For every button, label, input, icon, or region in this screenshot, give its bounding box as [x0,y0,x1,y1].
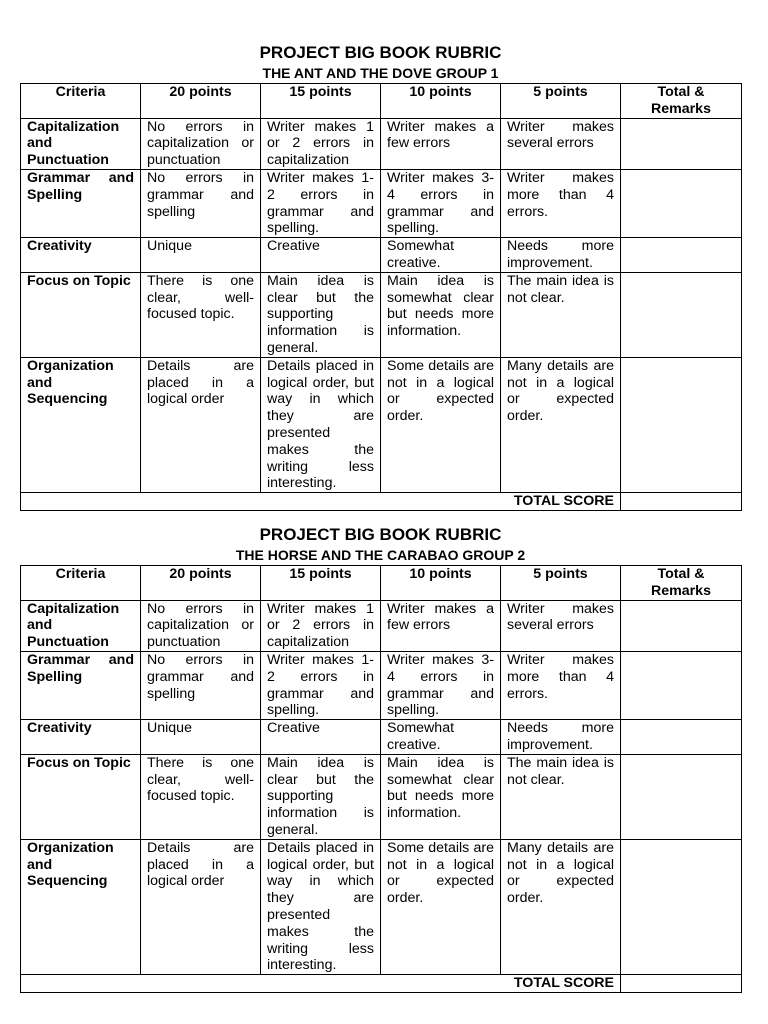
points-5-cell: Writer makes more than 4 errors. [501,651,621,719]
points-15-cell: Main idea is clear but the supporting information is general. [261,754,381,839]
criteria-cell: Creativity [21,720,141,755]
points-5-cell: Writer makes several errors [501,118,621,169]
table-row [21,169,742,237]
points-5-cell: Writer makes several errors [501,600,621,651]
table-row [21,272,742,357]
total-remarks-cell[interactable] [621,600,742,651]
rubric-group-2 [20,525,741,993]
header-20-points: 20 points [141,566,261,601]
rubric-table [20,83,742,511]
points-20-cell: Unique [141,238,261,273]
points-10-cell: Writer makes 3-4 errors in grammar and spelling. [381,169,501,237]
total-remarks-cell[interactable] [621,357,742,492]
points-5-cell: Many details are not in a logical or expected order. [501,839,621,974]
header-total-remarks: Total & Remarks [621,84,742,119]
table-row [21,357,742,492]
rubric-group-1 [20,43,741,511]
points-10-cell: Writer makes a few errors [381,118,501,169]
table-row [21,839,742,974]
header-10-points: 10 points [381,84,501,119]
criteria-cell: Capitalization and Punctuation [21,600,141,651]
points-5-cell: Many details are not in a logical or expected order. [501,357,621,492]
total-remarks-cell[interactable] [621,238,742,273]
points-15-cell: Main idea is clear but the supporting information is general. [261,272,381,357]
table-row [21,651,742,719]
table-row [21,118,742,169]
points-20-cell: No errors in capitalization or punctuation [141,118,261,169]
total-remarks-cell[interactable] [621,169,742,237]
points-15-cell: Writer makes 1 or 2 errors in capitalization [261,600,381,651]
points-20-cell: There is one clear, well-focused topic. [141,754,261,839]
total-remarks-cell[interactable] [621,651,742,719]
total-remarks-cell[interactable] [621,720,742,755]
points-15-cell: Details placed in logical order, but way in which they are presented makes the writing less interesting. [261,839,381,974]
points-5-cell: The main idea is not clear. [501,754,621,839]
points-10-cell: Writer makes a few errors [381,600,501,651]
rubric-table [20,565,742,993]
rubric-subtitle: THE ANT AND THE DOVE GROUP 1 [262,65,499,81]
header-10-points: 10 points [381,566,501,601]
points-5-cell: The main idea is not clear. [501,272,621,357]
points-5-cell: Needs more improvement. [501,720,621,755]
total-score-cell[interactable] [621,975,742,993]
criteria-cell: Organization and Sequencing [21,839,141,974]
header-5-points: 5 points [501,566,621,601]
points-20-cell: Unique [141,720,261,755]
total-remarks-cell[interactable] [621,754,742,839]
header-criteria: Criteria [21,84,141,119]
header-criteria: Criteria [21,566,141,601]
header-5-points: 5 points [501,84,621,119]
criteria-cell: Focus on Topic [21,272,141,357]
points-10-cell: Main idea is somewhat clear but needs more information. [381,272,501,357]
criteria-cell: Grammar and Spelling [21,169,141,237]
total-score-row [21,975,742,993]
points-20-cell: There is one clear, well-focused topic. [141,272,261,357]
points-15-cell: Writer makes 1-2 errors in grammar and spelling. [261,651,381,719]
points-15-cell: Creative [261,238,381,273]
points-15-cell: Creative [261,720,381,755]
points-20-cell: Details are placed in a logical order [141,839,261,974]
table-header-row [21,84,742,119]
total-score-label: TOTAL SCORE [21,493,621,511]
rubric-subtitle: THE HORSE AND THE CARABAO GROUP 2 [235,547,526,563]
points-5-cell: Needs more improvement. [501,238,621,273]
points-10-cell: Some details are not in a logical or expected order. [381,839,501,974]
rubric-title: PROJECT BIG BOOK RUBRIC [259,525,502,544]
header-15-points: 15 points [261,84,381,119]
points-20-cell: No errors in capitalization or punctuation [141,600,261,651]
criteria-cell: Organization and Sequencing [21,357,141,492]
table-row [21,720,742,755]
total-score-label: TOTAL SCORE [21,975,621,993]
points-20-cell: No errors in grammar and spelling [141,169,261,237]
points-10-cell: Main idea is somewhat clear but needs more information. [381,754,501,839]
rubric-title: PROJECT BIG BOOK RUBRIC [259,43,502,62]
total-remarks-cell[interactable] [621,272,742,357]
points-20-cell: No errors in grammar and spelling [141,651,261,719]
points-5-cell: Writer makes more than 4 errors. [501,169,621,237]
points-10-cell: Somewhat creative. [381,238,501,273]
total-score-cell[interactable] [621,493,742,511]
points-10-cell: Some details are not in a logical or expected order. [381,357,501,492]
criteria-cell: Capitalization and Punctuation [21,118,141,169]
criteria-cell: Creativity [21,238,141,273]
total-score-row [21,493,742,511]
header-total-remarks: Total & Remarks [621,566,742,601]
criteria-cell: Focus on Topic [21,754,141,839]
table-row [21,238,742,273]
header-20-points: 20 points [141,84,261,119]
criteria-cell: Grammar and Spelling [21,651,141,719]
points-15-cell: Writer makes 1-2 errors in grammar and spelling. [261,169,381,237]
points-10-cell: Writer makes 3-4 errors in grammar and spelling. [381,651,501,719]
points-15-cell: Details placed in logical order, but way in which they are presented makes the writing less interesting. [261,357,381,492]
table-header-row [21,566,742,601]
points-15-cell: Writer makes 1 or 2 errors in capitalization [261,118,381,169]
table-row [21,754,742,839]
points-20-cell: Details are placed in a logical order [141,357,261,492]
total-remarks-cell[interactable] [621,839,742,974]
points-10-cell: Somewhat creative. [381,720,501,755]
table-row [21,600,742,651]
header-15-points: 15 points [261,566,381,601]
total-remarks-cell[interactable] [621,118,742,169]
